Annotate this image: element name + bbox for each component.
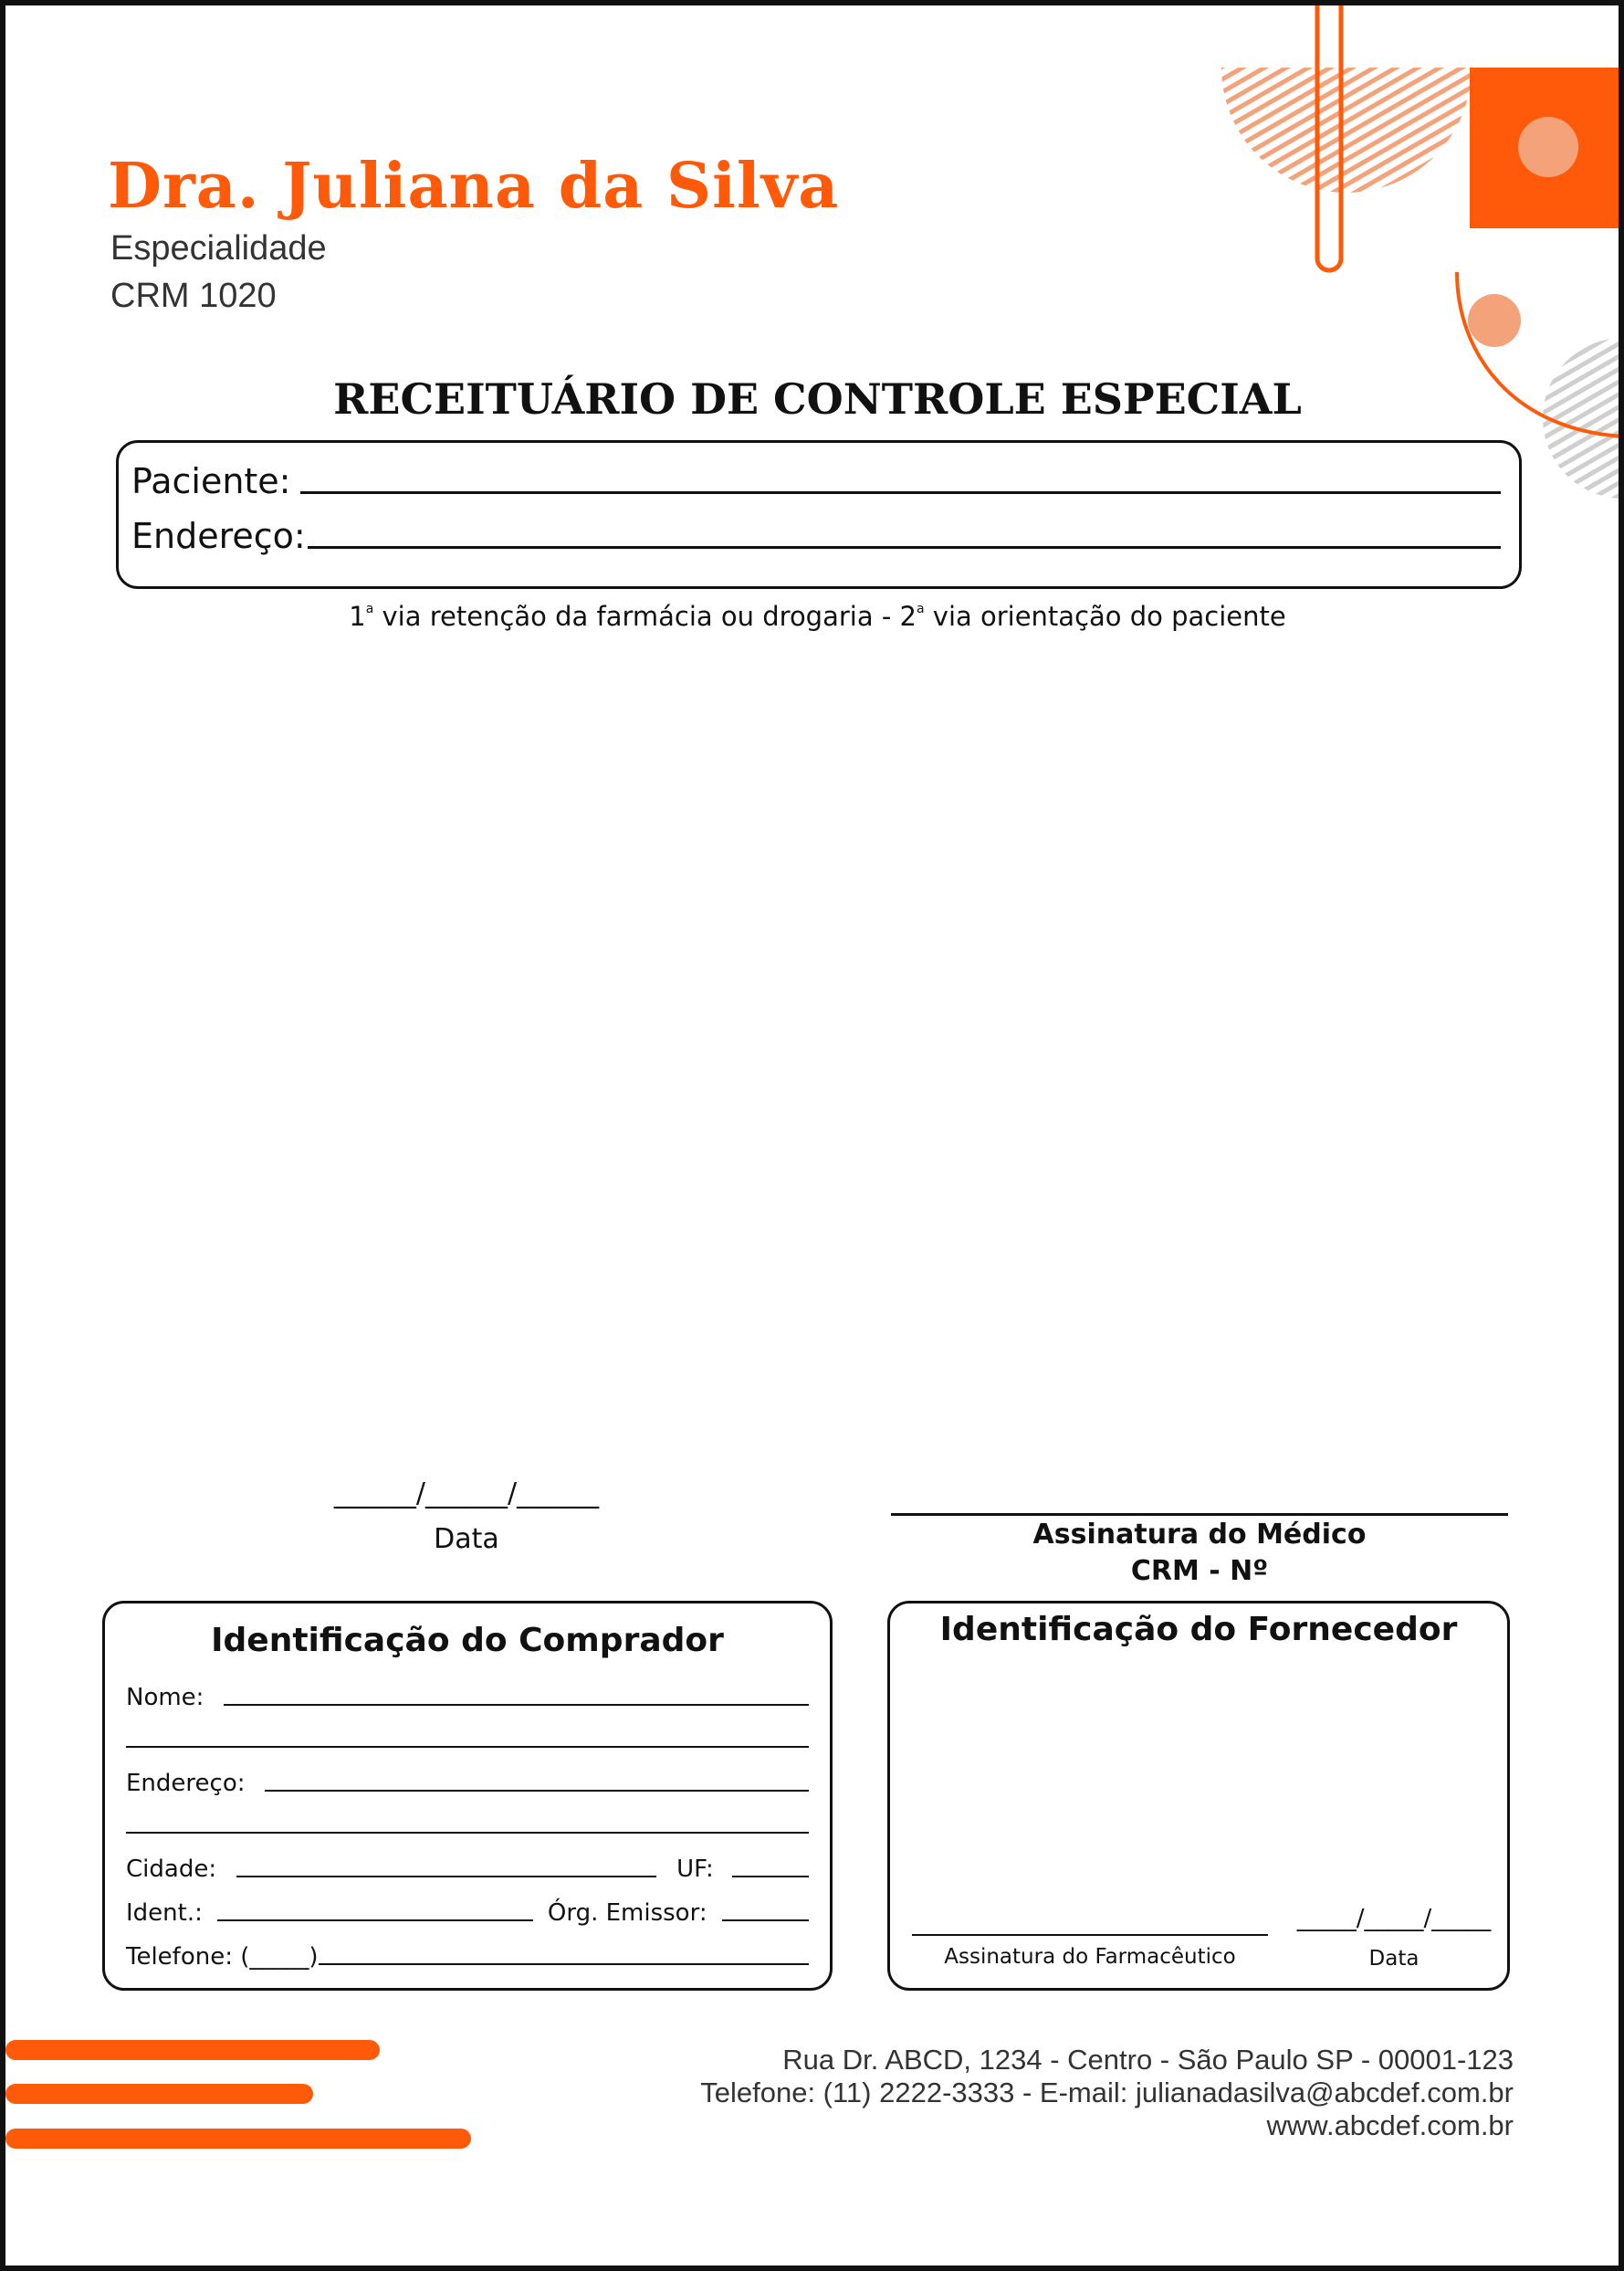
doctor-crm: CRM 1020 <box>110 277 277 315</box>
buyer-uf-label: UF: <box>676 1856 714 1883</box>
buyer-city-row <box>126 1850 809 1883</box>
supplier-box <box>887 1601 1510 1991</box>
footer-stripe-1 <box>5 2040 380 2060</box>
patient-label: Paciente: <box>131 461 291 501</box>
buyer-address-line-2[interactable] <box>126 1832 809 1834</box>
footer-stripe-3 <box>5 2129 471 2149</box>
via-second-text: via orientação do paciente <box>924 601 1286 632</box>
buyer-phone-row <box>126 1938 809 1971</box>
address-label: Endereço: <box>131 516 306 556</box>
buyer-issuer-line[interactable] <box>722 1919 809 1921</box>
footer-website[interactable]: www.abcdef.com.br <box>1266 2109 1514 2141</box>
buyer-address-row <box>126 1764 809 1797</box>
small-dot <box>1468 294 1521 347</box>
footer-phone-email[interactable]: Telefone: (11) 2222-3333 - E-mail: julianadasilva@abcdef.com.br <box>700 2076 1514 2108</box>
buyer-ident-line[interactable] <box>217 1919 533 1921</box>
buyer-ident-row <box>126 1894 809 1927</box>
date-blank[interactable]: ______/______/______ <box>333 1477 600 1509</box>
buyer-phone-label: Telefone: (_____) <box>126 1943 319 1971</box>
patient-input-line[interactable] <box>300 464 1502 494</box>
buyer-name-row-2 <box>126 1720 809 1753</box>
pharmacist-signature-label: Assinatura do Farmacêutico <box>944 1945 1236 1969</box>
via-second-sup: a <box>916 602 925 616</box>
buyer-city-line[interactable] <box>236 1876 656 1877</box>
via-first-num: 1 <box>349 601 366 632</box>
date-label: Data <box>434 1523 499 1555</box>
doctor-signature-line[interactable] <box>891 1513 1508 1516</box>
square-dot <box>1518 117 1578 177</box>
buyer-uf-line[interactable] <box>732 1876 809 1877</box>
footer-stripe-2 <box>5 2084 313 2104</box>
via-note <box>5 601 1624 632</box>
buyer-issuer-label: Órg. Emissor: <box>547 1899 707 1927</box>
supplier-date-blank[interactable]: _____/_____/_____ <box>1296 1905 1492 1932</box>
patient-box <box>116 440 1522 589</box>
striped-half-circle <box>1221 68 1472 193</box>
patient-row <box>131 461 1501 501</box>
doctor-specialty: Especialidade <box>110 229 327 268</box>
doctor-signature-block <box>891 1517 1508 1590</box>
address-input-line[interactable] <box>308 519 1501 549</box>
footer-contact <box>700 2044 1514 2142</box>
buyer-address-line[interactable] <box>265 1790 809 1792</box>
via-first-text: via retenção da farmácia ou drogaria - 2 <box>373 601 917 632</box>
supplier-date-label: Data <box>1368 1947 1420 1971</box>
doctor-signature-label: Assinatura do Médico <box>1032 1519 1367 1551</box>
doctor-name: Dra. Juliana da Silva <box>108 150 840 223</box>
buyer-name-label: Nome: <box>126 1684 204 1711</box>
address-row <box>131 516 1501 556</box>
buyer-name-row <box>126 1678 809 1711</box>
buyer-address-row-2 <box>126 1806 809 1839</box>
supplier-title: Identificação do Fornecedor <box>939 1611 1458 1648</box>
buyer-name-line-2[interactable] <box>126 1746 809 1748</box>
buyer-title: Identificação do Comprador <box>211 1622 724 1659</box>
buyer-address-label: Endereço: <box>126 1770 246 1797</box>
pharmacist-signature-line[interactable] <box>912 1934 1268 1936</box>
buyer-phone-line[interactable] <box>319 1963 809 1965</box>
crm-number-label: CRM - Nº <box>1130 1555 1269 1587</box>
buyer-box <box>102 1601 833 1991</box>
via-first-sup: a <box>365 602 374 616</box>
buyer-ident-label: Ident.: <box>126 1899 203 1927</box>
form-title: RECEITUÁRIO DE CONTROLE ESPECIAL <box>333 374 1302 424</box>
buyer-city-label: Cidade: <box>126 1856 217 1883</box>
footer-address: Rua Dr. ABCD, 1234 - Centro - São Paulo SP - 00001-123 <box>782 2044 1514 2076</box>
buyer-name-line[interactable] <box>224 1704 809 1706</box>
